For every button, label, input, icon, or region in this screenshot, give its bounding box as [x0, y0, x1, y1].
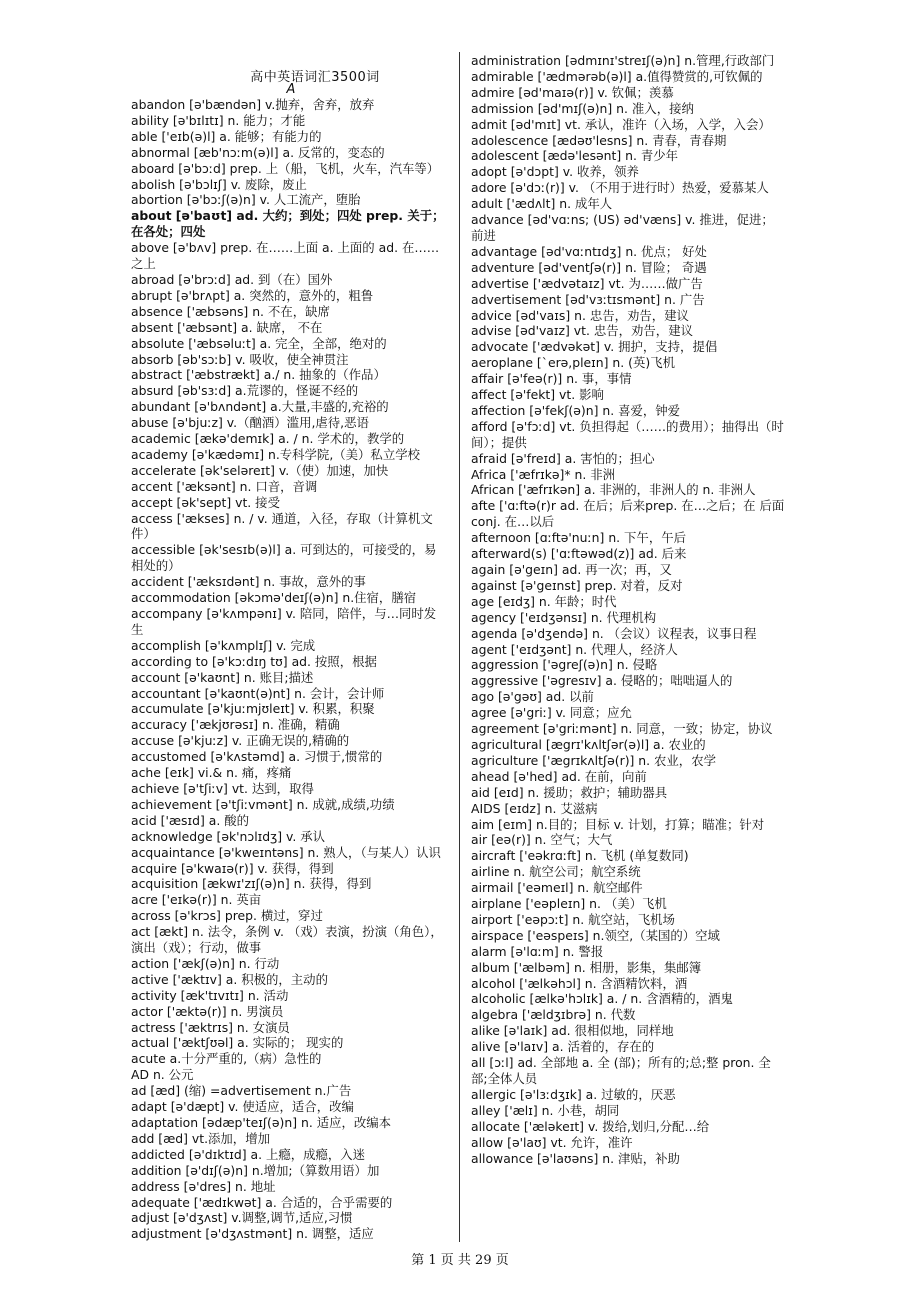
vocab-entry: accept [ək'sept] vt. 接受 — [131, 494, 280, 510]
vocab-entry: affair [ə'feə(r)] n. 事，事情 — [471, 371, 632, 387]
vocab-entry: according to [ə'kɔːdɪŋ tʊ] ad. 按照，根据 — [131, 653, 377, 669]
page-title: 高中英语词汇3500词 — [250, 70, 380, 85]
vocab-entry: airplane ['eəpleɪn] n. （美）飞机 — [471, 896, 667, 912]
vocab-entry: academic [ækə'demɪk] a. / n. 学术的，教学的 — [131, 431, 405, 447]
vocab-entry: accountant [ə'kaʊnt(ə)nt] n. 会计，会计师 — [131, 685, 385, 701]
vocab-entry: afternoon [ɑːftə'nuːn] n. 下午，午后 — [471, 530, 686, 546]
vocab-entry: accelerate [ək'seləreɪt] v.（使）加速，加快 — [131, 462, 389, 478]
vocab-entry: again [ə'geɪn] ad. 再一次；再，又 — [471, 562, 672, 577]
vocab-entry: adventure [əd'ventʃə(r)] n. 冒险； 奇遇 — [471, 259, 707, 275]
vocab-entry: admission [əd'mɪʃ(ə)n] n. 准入，接纳 — [471, 100, 694, 116]
vocab-entry: acre ['eɪkə(r)] n. 英亩 — [131, 892, 262, 908]
vocab-entry: administration [ədmɪnɪ'streɪʃ(ə)n] n.管理,行政部门 — [471, 53, 775, 68]
vocab-entry: acute a.十分严重的,（病）急性的 — [131, 1051, 322, 1067]
vocab-entry: ad [æd] (缩) =advertisement n.广告 — [131, 1083, 352, 1099]
vocab-entry: afterward(s) ['ɑːftəwəd(z)] ad. 后来 — [471, 546, 687, 562]
vocab-entry: airspace ['eəspeɪs] n.领空,（某国的）空域 — [471, 927, 720, 943]
vocab-entry: accuracy ['ækjʊrəsɪ] n. 准确，精确 — [131, 717, 340, 733]
vocab-entry: able ['eɪb(ə)l] a. 能够；有能力的 — [131, 128, 322, 144]
vocab-entry: abstract ['æbstrækt] a./ n. 抽象的（作品） — [131, 367, 386, 383]
vocab-entry: aeroplane [`erə,pleɪn] n. (英)飞机 — [471, 355, 675, 371]
vocab-entry: adequate ['ædɪkwət] a. 合适的，合乎需要的 — [131, 1194, 393, 1210]
vocab-entry: algebra ['ældʒɪbrə] n. 代数 — [471, 1007, 636, 1023]
section-letter: A — [286, 82, 296, 97]
vocab-entry: acid ['æsɪd] a. 酸的 — [131, 812, 250, 828]
vocab-entry: alike [ə'laɪk] ad. 很相似地，同样地 — [471, 1023, 674, 1039]
vocab-entry: Africa ['æfrɪkə]* n. 非洲 — [471, 466, 616, 482]
vocab-entry: across [ə'krɔs] prep. 横过，穿过 — [131, 908, 323, 924]
vocab-entry: agent ['eɪdʒənt] n. 代理人，经济人 — [471, 641, 678, 657]
vocab-entry: abundant [ə'bʌndənt] a.大量,丰盛的,充裕的 — [131, 399, 389, 415]
vocab-entry: actual ['æktʃʊəl] a. 实际的； 现实的 — [131, 1035, 344, 1051]
vocab-entry: alcohol ['ælkəhɔl] n. 含酒精饮料，酒 — [471, 975, 688, 991]
vocab-entry: all [ɔːl] ad. 全部地 a. 全 (部)；所有的;总;整 pron. 全部;全体人员 — [471, 1055, 771, 1086]
vocab-entry: abolish [ə'bɔlɪʃ] v. 废除，废止 — [131, 176, 307, 192]
vocab-entry: age [eɪdʒ] n. 年龄；时代 — [471, 593, 617, 609]
vocab-entry: African ['æfrɪkən] a. 非洲的，非洲人的 n. 非洲人 — [471, 482, 756, 498]
vocab-entry: absorb [əb'sɔːb] v. 吸收，使全神贯注 — [131, 351, 349, 367]
vocab-entry: abortion [ə'bɔːʃ(ə)n] v. 人工流产，堕胎 — [131, 192, 361, 208]
vocab-entry: accustomed [ə'kʌstəmd] a. 习惯于,惯常的 — [131, 749, 383, 765]
vocab-entry: ago [ə'gəʊ] ad. 以前 — [471, 689, 594, 705]
vocab-entry: adapt [ə'dæpt] v. 使适应，适合，改编 — [131, 1099, 354, 1115]
vocab-entry: allow [ə'laʊ] vt. 允许，准许 — [471, 1134, 633, 1150]
vocab-entry: act [ækt] n. 法令，条例 v. （戏）表演，扮演（角色），演出（戏）；行动，做事 — [131, 924, 443, 956]
vocab-entry: abrupt [ə'brʌpt] a. 突然的，意外的，粗鲁 — [131, 287, 374, 303]
vocab-entry: afford [ə'fɔːd] vt. 负担得起（……的费用）；抽得出（时间）；提供 — [471, 418, 784, 450]
vocab-entry: abandon [ə'bændən] v.抛弃，舍弃，放弃 — [131, 97, 375, 112]
vocab-entry: academy [ə'kædəmɪ] n.专科学院,（美）私立学校 — [131, 446, 420, 462]
vocab-entry: airmail ['eəmeɪl] n. 航空邮件 — [471, 880, 643, 896]
vocab-entry: advertise ['ædvətaɪz] vt. 为……做广告 — [471, 275, 703, 291]
vocab-entry: adjustment [ə'dʒʌstmənt] n. 调整，适应 — [131, 1226, 374, 1242]
vocab-entry: aid [eɪd] n. 援助；救护；辅助器具 — [471, 784, 668, 800]
vocab-entry: alive [ə'laɪv] a. 活着的，存在的 — [471, 1039, 655, 1055]
vocab-entry: acquire [ə'kwaɪə(r)] v. 获得，得到 — [131, 860, 334, 876]
vocab-entry: acknowledge [ək'nɔlɪdʒ] v. 承认 — [131, 828, 326, 844]
vocab-entry: abroad [ə'brɔːd] ad. 到（在）国外 — [131, 271, 333, 287]
vocab-entry: airport ['eəpɔːt] n. 航空站，飞机场 — [471, 911, 675, 927]
vocab-entry: adjust [ə'dʒʌst] v.调整,调节,适应,习惯 — [131, 1210, 353, 1226]
vocab-entry: activity [æk'tɪvɪtɪ] n. 活动 — [131, 987, 289, 1003]
vocab-entry: AIDS [eɪdz] n. 艾滋病 — [471, 800, 598, 816]
vocab-entry: ache [eɪk] vi.& n. 痛，疼痛 — [131, 765, 292, 781]
vocab-entry: actress ['æktrɪs] n. 女演员 — [131, 1019, 290, 1035]
vocab-entry: above [ə'bʌv] prep. 在……上面 a. 上面的 ad. 在……之上 — [131, 240, 440, 272]
vocab-entry: advice [əd'vaɪs] n. 忠告，劝告，建议 — [471, 307, 689, 323]
vocab-entry: ahead [ə'hed] ad. 在前，向前 — [471, 768, 647, 784]
vocab-entry: afte ['ɑːftə(r)r ad. 在后；后来prep. 在…之后；在 后面 conj. 在…以后 — [471, 498, 785, 530]
vocab-entry: alcoholic [ælkə'hɔlɪk] a. / n. 含酒精的，酒鬼 — [471, 991, 733, 1007]
vocab-entry: accumulate [ə'kjuːmjʊleɪt] v. 积累，积聚 — [131, 701, 375, 717]
vocab-entry: against [ə'geɪnst] prep. 对着，反对 — [471, 577, 683, 593]
vocab-entry: agree [ə'griː] v. 同意；应允 — [471, 705, 632, 721]
vocab-entry: aircraft ['eəkrɑːft] n. 飞机 (单复数同) — [471, 848, 689, 864]
vocab-entry: affection [ə'fekʃ(ə)n] n. 喜爱，钟爱 — [471, 402, 681, 418]
vocab-entry: accomplish [ə'kʌmplɪʃ] v. 完成 — [131, 637, 316, 653]
vocab-entry: acquisition [ækwɪ'zɪʃ(ə)n] n. 获得，得到 — [131, 876, 372, 892]
vocab-entry: action ['ækʃ(ə)n] n. 行动 — [131, 955, 280, 971]
vocab-entry: absence ['æbsəns] n. 不在，缺席 — [131, 303, 330, 319]
vocab-entry: accuse [ə'kjuːz] v. 正确无误的,精确的 — [131, 733, 350, 749]
vocab-entry: addition [ə'dɪʃ(ə)n] n.增加;（算数用语）加 — [131, 1162, 380, 1178]
vocab-entry: accident ['æksɪdənt] n. 事故，意外的事 — [131, 574, 366, 590]
vocab-entry: ability [ə'bɪlɪtɪ] n. 能力；才能 — [131, 112, 306, 128]
vocab-entry: alarm [ə'lɑːm] n. 警报 — [471, 943, 604, 959]
vocab-entry: abnormal [æb'nɔːm(ə)l] a. 反常的，变态的 — [131, 144, 385, 160]
vocab-entry: agriculture ['ægrɪkʌltʃə(r)] n. 农业，农学 — [471, 752, 716, 768]
vocab-entry: agricultural [ægrɪ'kʌltʃər(ə)l] a. 农业的 — [471, 736, 706, 752]
vocab-entry: afraid [ə'freɪd] a. 害怕的；担心 — [471, 450, 655, 466]
right-column — [471, 53, 785, 1166]
vocab-entry: achievement [ə'tʃiːvmənt] n. 成就,成绩,功绩 — [131, 796, 395, 812]
vocab-entry: album ['ælbəm] n. 相册，影集，集邮簿 — [471, 959, 702, 975]
vocab-entry: advocate ['ædvəkət] v. 拥护，支持，提倡 — [471, 339, 718, 355]
vocab-entry: adolescence [ædəʊ'lesns] n. 青春，青春期 — [471, 132, 727, 148]
column-divider — [459, 52, 460, 1242]
vocab-entry: agreement [ə'griːmənt] n. 同意，一致；协定，协议 — [471, 721, 773, 737]
vocab-entry: achieve [ə'tʃiːv] vt. 达到，取得 — [131, 780, 314, 796]
vocab-entry: alley ['ælɪ] n. 小巷，胡同 — [471, 1102, 620, 1118]
vocab-entry: agenda [ə'dʒendə] n. （会议）议程表，议事日程 — [471, 625, 757, 641]
vocab-entry: affect [ə'fekt] vt. 影响 — [471, 387, 604, 403]
vocab-entry: acquaintance [ə'kweɪntəns] n. 熟人，（与某人）认识 — [131, 844, 441, 860]
vocab-entry: access ['ækses] n. / v. 通道，入径，存取（计算机文件） — [131, 510, 433, 542]
vocab-entry: absurd [əb'sɜːd] a.荒谬的，怪诞不经的 — [131, 383, 359, 399]
vocab-entry: addicted [ə'dɪktɪd] a. 上瘾，成瘾，入迷 — [131, 1146, 366, 1162]
vocab-entry: advantage [əd'vɑːntɪdʒ] n. 优点； 好处 — [471, 243, 707, 259]
page-footer: 第 1 页 共 29 页 — [411, 1253, 509, 1268]
vocab-entry: accessible [ək'sesɪb(ə)l] a. 可到达的，可接受的，易相处的） — [131, 542, 437, 574]
vocab-entry: advise [əd'vaɪz] vt. 忠告，劝告，建议 — [471, 323, 693, 339]
vocab-entry: advance [əd'vɑːns; (US) əd'væns] v. 推进，促进；前进 — [471, 212, 774, 243]
vocab-entry: accommodation [əkɔmə'deɪʃ(ə)n] n.住宿，膳宿 — [131, 590, 417, 606]
vocab-entry: allocate ['æləkeɪt] v. 拨给,划归,分配…给 — [471, 1118, 710, 1134]
vocab-entry: allergic [ə'lɜːdʒɪk] a. 过敏的，厌恶 — [471, 1086, 676, 1102]
vocab-entry: admit [əd'mɪt] vt. 承认，准许（入场，入学，入会） — [471, 116, 771, 132]
vocab-entry: adore [ə'dɔː(r)] v. （不用于进行时）热爱，爱慕某人 — [471, 180, 769, 196]
vocab-entry: air [eə(r)] n. 空气；大气 — [471, 832, 613, 848]
vocab-entry: accent ['æksənt] n. 口音，音调 — [131, 478, 318, 494]
vocab-entry: airline n. 航空公司；航空系统 — [471, 864, 641, 880]
vocab-entry: advertisement [əd'vɜːtɪsmənt] n. 广告 — [471, 291, 705, 307]
vocab-entry: admire [əd'maɪə(r)] v. 钦佩；羡慕 — [471, 84, 674, 100]
vocab-entry: agency ['eɪdʒənsɪ] n. 代理机构 — [471, 609, 657, 625]
vocab-entry: address [ə'dres] n. 地址 — [131, 1178, 276, 1194]
vocab-entry: AD n. 公元 — [131, 1067, 194, 1083]
vocab-entry: add [æd] vt.添加，增加 — [131, 1130, 270, 1146]
vocab-entry: absolute ['æbsəluːt] a. 完全，全部，绝对的 — [131, 335, 387, 351]
vocab-entry: account [ə'kaʊnt] n. 账目;描述 — [131, 669, 314, 685]
vocab-entry: aim [eɪm] n.目的；目标 v. 计划，打算；瞄准；针对 — [471, 816, 765, 832]
vocab-entry: absent ['æbsənt] a. 缺席， 不在 — [131, 319, 323, 335]
left-column — [131, 97, 445, 1242]
vocab-entry: adult ['ædʌlt] n. 成年人 — [471, 196, 613, 212]
vocab-entry: adolescent [ædə'lesənt] n. 青少年 — [471, 148, 679, 164]
vocab-entry: admirable ['ædmərəb(ə)l] a.值得赞赏的,可钦佩的 — [471, 68, 763, 84]
vocab-entry: aggression ['əgreʃ(ə)n] n. 侵略 — [471, 657, 658, 673]
vocab-entry: actor ['æktə(r)] n. 男演员 — [131, 1003, 284, 1019]
vocab-entry: aboard [ə'bɔːd] prep. 上（船，飞机，火车，汽车等） — [131, 160, 440, 176]
vocab-entry: active ['æktɪv] a. 积极的，主动的 — [131, 971, 328, 987]
vocab-entry: adopt [ə'dɔpt] v. 收养，领养 — [471, 164, 639, 180]
vocab-entry: abuse [ə'bjuːz] v.（酗酒）滥用,虐待,恶语 — [131, 415, 369, 431]
vocab-entry: allowance [ə'laʊəns] n. 津贴，补助 — [471, 1150, 680, 1166]
vocab-entry: adaptation [ədæp'teɪʃ(ə)n] n. 适应，改编本 — [131, 1115, 392, 1130]
vocab-entry: accompany [ə'kʌmpənɪ] v. 陪同，陪伴，与…同时发生 — [131, 606, 437, 637]
vocab-entry: aggressive ['əgresɪv] a. 侵略的；咄咄逼人的 — [471, 673, 733, 689]
vocab-entry: about [ə'baʊt] ad. 大约；到处；四处 prep. 关于；在各处；四处 — [131, 208, 445, 240]
